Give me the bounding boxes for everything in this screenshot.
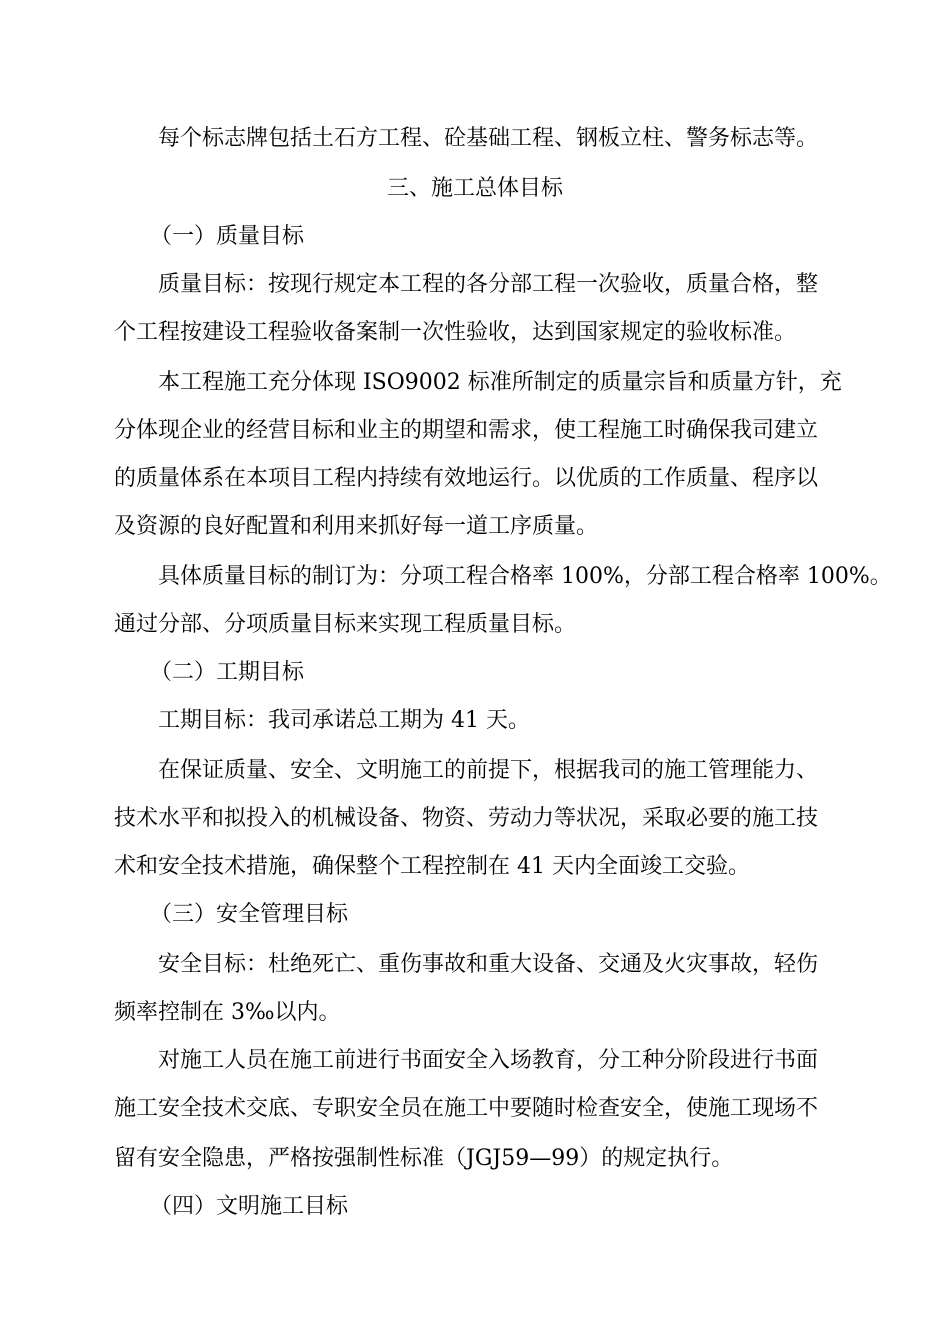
paragraph-line: 具体质量目标的制订为：分项工程合格率 100%，分部工程合格率 100%。 [158, 564, 892, 589]
subsection-heading-quality: （一）质量目标 [150, 224, 305, 249]
paragraph-line: 质量目标：按现行规定本工程的各分部工程一次验收，质量合格，整 [158, 272, 819, 297]
paragraph-line: 术和安全技术措施，确保整个工程控制在 41 天内全面竣工交验。 [114, 854, 750, 879]
paragraph-line: 个工程按建设工程验收备案制一次性验收，达到国家规定的验收标准。 [114, 320, 797, 345]
subsection-heading-schedule: （二）工期目标 [150, 660, 305, 685]
paragraph-line: 工期目标：我司承诺总工期为 41 天。 [158, 708, 530, 733]
paragraph-line: 分体现企业的经营目标和业主的期望和需求，使工程施工时确保我司建立 [114, 418, 819, 443]
paragraph-line: 留有安全隐患，严格按强制性标准（JGJ59—99）的规定执行。 [114, 1146, 734, 1171]
subsection-heading-civilized: （四）文明施工目标 [150, 1194, 349, 1219]
paragraph-line: 安全目标：杜绝死亡、重伤事故和重大设备、交通及火灾事故，轻伤 [158, 952, 819, 977]
paragraph-line: 频率控制在 3‰以内。 [114, 1000, 341, 1025]
paragraph-line: 技术水平和拟投入的机械设备、物资、劳动力等状况，采取必要的施工技 [114, 806, 819, 831]
paragraph-line: 每个标志牌包括土石方工程、砼基础工程、钢板立柱、警务标志等。 [158, 126, 819, 151]
paragraph-line: 本工程施工充分体现 ISO9002 标准所制定的质量宗旨和质量方针，充 [158, 370, 842, 395]
paragraph-line: 及资源的良好配置和利用来抓好每一道工序质量。 [114, 514, 599, 539]
paragraph-line: 对施工人员在施工前进行书面安全入场教育，分工种分阶段进行书面 [158, 1048, 819, 1073]
subsection-heading-safety: （三）安全管理目标 [150, 902, 349, 927]
paragraph-line: 施工安全技术交底、专职安全员在施工中要随时检查安全，使施工现场不 [114, 1096, 819, 1121]
section-heading: 三、施工总体目标 [386, 176, 563, 201]
paragraph-line: 的质量体系在本项目工程内持续有效地运行。以优质的工作质量、程序以 [114, 466, 819, 491]
paragraph-line: 通过分部、分项质量目标来实现工程质量目标。 [114, 612, 577, 637]
paragraph-line: 在保证质量、安全、文明施工的前提下，根据我司的施工管理能力、 [158, 758, 819, 783]
